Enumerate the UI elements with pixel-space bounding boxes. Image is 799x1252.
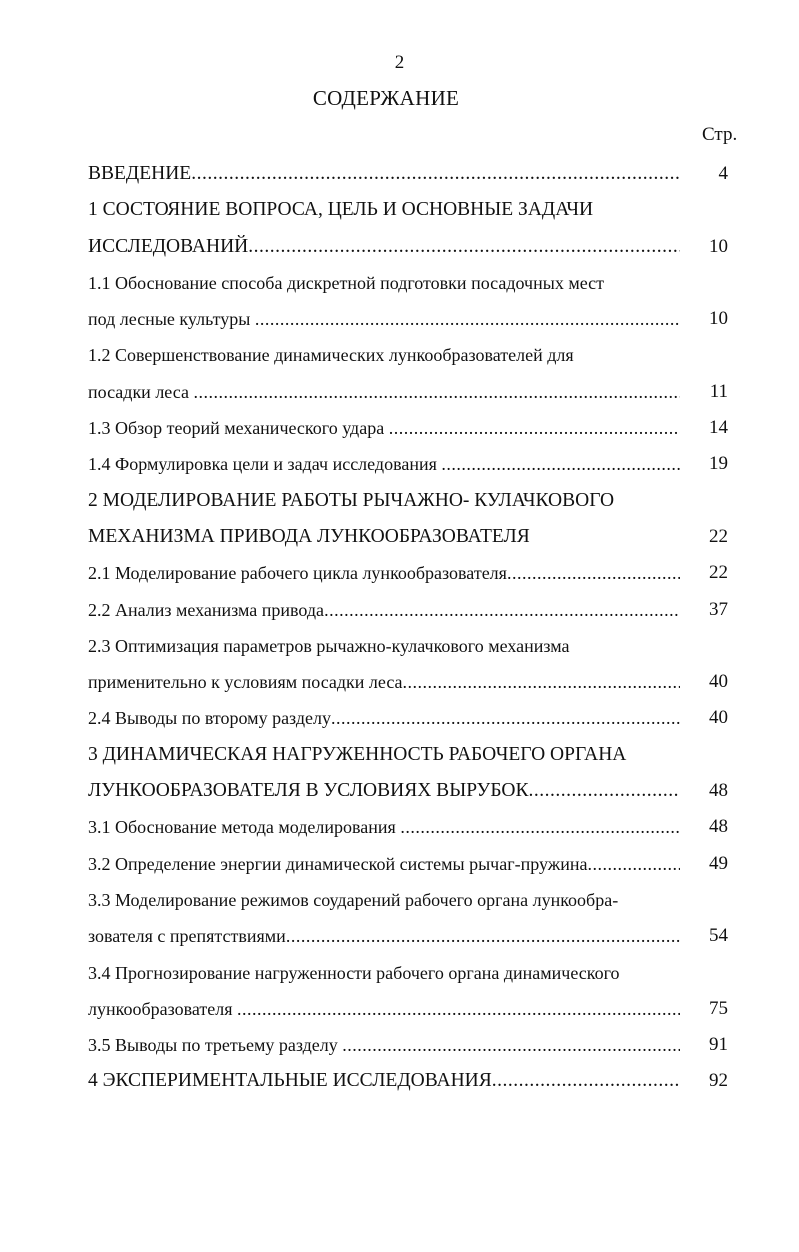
- toc-entry: [88, 592, 738, 628]
- toc-entry-page: 49: [709, 852, 728, 874]
- toc-entry: [88, 1027, 738, 1063]
- toc-entry: [88, 265, 738, 301]
- page-column-label: Стр.: [702, 124, 738, 145]
- toc-entry-page: 10: [709, 308, 728, 330]
- table-of-contents: [88, 156, 738, 1100]
- toc-entry-title: 3.2 Определение энергии динамической системы рычаг-пружина .....: [88, 846, 680, 882]
- toc-entry-title: 3.5 Выводы по третьему разделу .....: [88, 1027, 680, 1063]
- toc-entry-title: МЕХАНИЗМА ПРИВОДА ЛУНКООБРАЗОВАТЕЛЯ: [88, 525, 530, 547]
- toc-entry-page: 22: [709, 562, 728, 584]
- toc-entry-page: 11: [709, 380, 728, 402]
- toc-entry-page: 14: [709, 417, 728, 439]
- toc-entry-title: 1.2 Совершенствование динамических лункообразователей для: [88, 345, 574, 366]
- toc-entry-page: 4: [718, 163, 728, 184]
- toc-entry: [88, 773, 738, 809]
- toc-entry-page: 10: [709, 235, 728, 257]
- toc-entry: [88, 1063, 738, 1099]
- toc-entry-page: 54: [709, 925, 728, 947]
- page-title: СОДЕРЖАНИЕ: [312, 86, 460, 110]
- toc-entry: [88, 519, 738, 555]
- toc-entry: [88, 955, 738, 991]
- toc-entry-page: 40: [709, 671, 728, 693]
- toc-entry-title: посадки леса .....: [88, 374, 680, 410]
- toc-entry-title: 2.2 Анализ механизма привода .....: [88, 592, 680, 628]
- toc-entry: [88, 192, 738, 228]
- toc-entry: [88, 846, 738, 882]
- toc-entry-title: 1.4 Формулировка цели и задач исследования .....: [88, 446, 680, 482]
- toc-entry: [88, 374, 738, 410]
- toc-entry-page: 92: [709, 1070, 728, 1092]
- toc-entry-page: 91: [709, 1034, 728, 1056]
- toc-entry-title: 3 ДИНАМИЧЕСКАЯ НАГРУЖЕННОСТЬ РАБОЧЕГО ОРГАНА: [88, 743, 627, 765]
- toc-entry-page: 48: [709, 780, 728, 802]
- page-number: 2: [394, 52, 405, 73]
- toc-entry: [88, 991, 738, 1027]
- toc-entry: [88, 301, 738, 337]
- toc-entry: [88, 337, 738, 373]
- toc-entry-title: 2 МОДЕЛИРОВАНИЕ РАБОТЫ РЫЧАЖНО- КУЛАЧКОВОГО: [88, 489, 615, 511]
- toc-entry-title: 2.4 Выводы по второму разделу .....: [88, 700, 680, 736]
- toc-entry: [88, 410, 738, 446]
- toc-entry-title: 2.1 Моделирование рабочего цикла лункообразователя .....: [88, 555, 680, 591]
- toc-entry: [88, 918, 738, 954]
- toc-entry-title: зователя с препятствиями .....: [88, 918, 680, 954]
- toc-entry-title: 3.4 Прогнозирование нагруженности рабочего органа динамического: [88, 962, 620, 983]
- toc-entry-title: применительно к условиям посадки леса .....: [88, 664, 680, 700]
- toc-entry-title: 4 ЭКСПЕРИМЕНТАЛЬНЫЕ ИССЛЕДОВАНИЯ .....: [88, 1063, 680, 1099]
- toc-entry-title: 3.1 Обоснование метода моделирования .....: [88, 809, 680, 845]
- toc-entry: [88, 664, 738, 700]
- toc-entry-page: 37: [709, 598, 728, 620]
- toc-entry-title: ЛУНКООБРАЗОВАТЕЛЯ В УСЛОВИЯХ ВЫРУБОК .....: [88, 773, 680, 809]
- toc-entry-title: под лесные культуры .....: [88, 301, 680, 337]
- toc-entry-title: 1.1 Обоснование способа дискретной подготовки посадочных мест: [88, 272, 604, 293]
- toc-entry: [88, 555, 738, 591]
- toc-entry-page: 40: [709, 707, 728, 729]
- toc-entry-title: 2.3 Оптимизация параметров рычажно-кулачкового механизма: [88, 635, 570, 656]
- toc-entry: [88, 700, 738, 736]
- toc-entry-page: 22: [709, 525, 728, 547]
- toc-entry: [88, 229, 738, 265]
- toc-entry-title: 1.3 Обзор теорий механического удара .....: [88, 410, 680, 446]
- toc-entry-page: 75: [709, 997, 728, 1019]
- toc-entry: [88, 882, 738, 918]
- toc-entry-page: 48: [709, 816, 728, 838]
- toc-entry-page: 19: [709, 453, 728, 475]
- toc-entry-title: ИССЛЕДОВАНИЙ .....: [88, 229, 680, 265]
- toc-entry: [88, 628, 738, 664]
- toc-entry-title: лункообразователя .....: [88, 991, 680, 1027]
- toc-entry-title: 3.3 Моделирование режимов соударений рабочего органа лункообра-: [88, 889, 619, 910]
- toc-entry-title: ВВЕДЕНИЕ .....: [88, 156, 680, 192]
- toc-entry: [88, 737, 738, 773]
- toc-entry: [88, 483, 738, 519]
- toc-entry-title: 1 СОСТОЯНИЕ ВОПРОСА, ЦЕЛЬ И ОСНОВНЫЕ ЗАДАЧИ: [88, 199, 594, 221]
- toc-entry: [88, 446, 738, 482]
- toc-entry: [88, 809, 738, 845]
- toc-entry: [88, 156, 738, 192]
